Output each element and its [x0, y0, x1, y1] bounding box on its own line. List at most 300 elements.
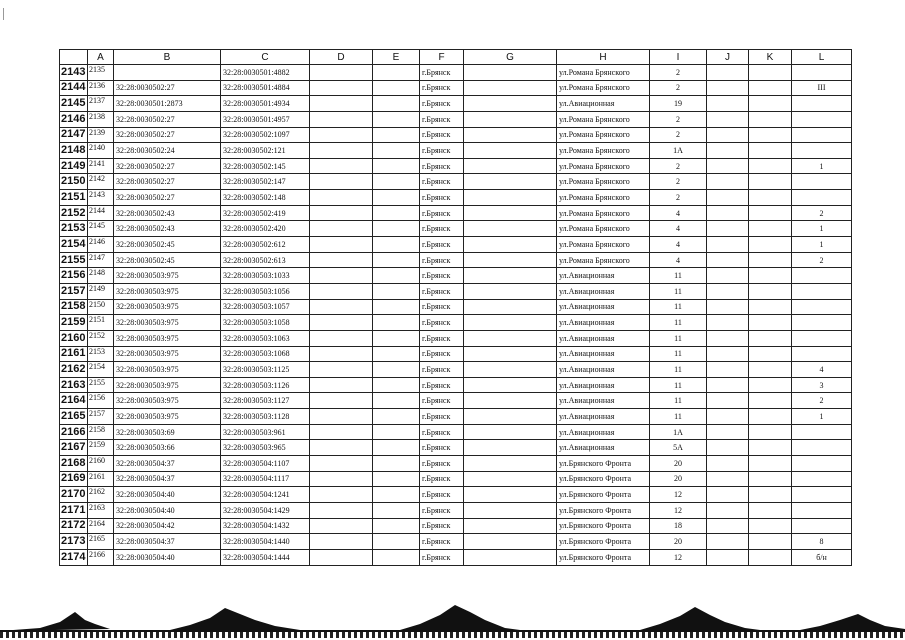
- cell-l: 3: [792, 377, 852, 393]
- cell-i: 19: [650, 96, 707, 112]
- cell-c: 32:28:0030502:420: [221, 221, 310, 237]
- cell-l: [792, 65, 852, 81]
- cell-g: [464, 456, 557, 472]
- cell-d: [310, 456, 373, 472]
- cell-c: 32:28:0030503:1068: [221, 346, 310, 362]
- cell-k: [749, 174, 792, 190]
- cell-a: 2157: [88, 409, 114, 425]
- cell-j: [707, 190, 749, 206]
- cell-j: [707, 174, 749, 190]
- table-row: [60, 65, 852, 81]
- cell-b: 32:28:0030502:45: [114, 237, 221, 253]
- cell-g: [464, 549, 557, 565]
- cell-j: [707, 158, 749, 174]
- table-row: [60, 111, 852, 127]
- cell-k: [749, 518, 792, 534]
- cell-e: [373, 346, 420, 362]
- cell-g: [464, 534, 557, 550]
- cell-d: [310, 237, 373, 253]
- cell-i: 4: [650, 237, 707, 253]
- cell-i: 11: [650, 409, 707, 425]
- cell-k: [749, 299, 792, 315]
- cell-l: [792, 456, 852, 472]
- column-header-k: K: [749, 50, 792, 65]
- cell-i: 11: [650, 268, 707, 284]
- row-number: 2155: [60, 252, 88, 268]
- cell-d: [310, 80, 373, 96]
- cell-f: г.Брянск: [420, 299, 464, 315]
- cell-l: 1: [792, 221, 852, 237]
- cell-j: [707, 502, 749, 518]
- cell-j: [707, 315, 749, 331]
- cell-b: 32:28:0030502:27: [114, 80, 221, 96]
- cell-c: 32:28:0030503:1063: [221, 330, 310, 346]
- cell-l: [792, 283, 852, 299]
- cell-i: 11: [650, 377, 707, 393]
- column-header-j: J: [707, 50, 749, 65]
- cell-h: ул.Авиационная: [557, 424, 650, 440]
- cell-g: [464, 518, 557, 534]
- cell-b: 32:28:0030503:975: [114, 346, 221, 362]
- table-body: [60, 65, 852, 566]
- cell-e: [373, 65, 420, 81]
- cell-h: ул.Авиационная: [557, 330, 650, 346]
- cell-b: 32:28:0030502:27: [114, 158, 221, 174]
- header-corner: [60, 50, 88, 65]
- cell-h: ул.Брянского Фронта: [557, 456, 650, 472]
- cell-i: 20: [650, 534, 707, 550]
- cell-f: г.Брянск: [420, 456, 464, 472]
- cell-d: [310, 330, 373, 346]
- cell-j: [707, 549, 749, 565]
- table-row: [60, 440, 852, 456]
- cell-d: [310, 409, 373, 425]
- cell-c: 32:28:0030502:613: [221, 252, 310, 268]
- row-number: 2174: [60, 549, 88, 565]
- cell-g: [464, 80, 557, 96]
- cell-c: 32:28:0030502:612: [221, 237, 310, 253]
- cell-k: [749, 456, 792, 472]
- cell-d: [310, 424, 373, 440]
- cell-l: III: [792, 80, 852, 96]
- cell-b: 32:28:0030503:975: [114, 330, 221, 346]
- cell-d: [310, 440, 373, 456]
- table-row: [60, 268, 852, 284]
- cell-l: [792, 268, 852, 284]
- table-row: [60, 471, 852, 487]
- cell-e: [373, 502, 420, 518]
- cell-b: 32:28:0030502:27: [114, 190, 221, 206]
- row-number: 2169: [60, 471, 88, 487]
- cell-d: [310, 205, 373, 221]
- cell-c: 32:28:0030504:1444: [221, 549, 310, 565]
- cell-g: [464, 502, 557, 518]
- cell-e: [373, 237, 420, 253]
- cell-g: [464, 143, 557, 159]
- row-number: 2154: [60, 237, 88, 253]
- cell-j: [707, 424, 749, 440]
- cell-a: 2152: [88, 330, 114, 346]
- table-row: [60, 549, 852, 565]
- cell-b: 32:28:0030504:37: [114, 534, 221, 550]
- cell-h: ул.Авиационная: [557, 299, 650, 315]
- cell-j: [707, 362, 749, 378]
- cell-l: [792, 518, 852, 534]
- cell-h: ул.Авиационная: [557, 440, 650, 456]
- cell-a: 2160: [88, 456, 114, 472]
- cell-k: [749, 424, 792, 440]
- cell-i: 2: [650, 111, 707, 127]
- row-number: 2144: [60, 80, 88, 96]
- cell-e: [373, 409, 420, 425]
- cell-b: 32:28:0030503:975: [114, 377, 221, 393]
- cell-l: 1: [792, 237, 852, 253]
- cell-a: 2142: [88, 174, 114, 190]
- cell-l: 4: [792, 362, 852, 378]
- cell-i: 4: [650, 221, 707, 237]
- cell-l: 2: [792, 205, 852, 221]
- cell-e: [373, 158, 420, 174]
- cell-k: [749, 487, 792, 503]
- table-row: [60, 346, 852, 362]
- table-row: [60, 299, 852, 315]
- cell-k: [749, 330, 792, 346]
- cell-e: [373, 518, 420, 534]
- cell-d: [310, 299, 373, 315]
- cell-a: 2143: [88, 190, 114, 206]
- cell-k: [749, 252, 792, 268]
- cell-c: 32:28:0030503:961: [221, 424, 310, 440]
- cell-e: [373, 111, 420, 127]
- cell-c: 32:28:0030504:1241: [221, 487, 310, 503]
- cell-j: [707, 299, 749, 315]
- cell-f: г.Брянск: [420, 283, 464, 299]
- row-number: 2158: [60, 299, 88, 315]
- cell-h: ул.Романа Брянского: [557, 143, 650, 159]
- cell-b: 32:28:0030503:69: [114, 424, 221, 440]
- cell-d: [310, 143, 373, 159]
- cell-b: 32:28:0030503:66: [114, 440, 221, 456]
- row-number: 2145: [60, 96, 88, 112]
- cell-k: [749, 96, 792, 112]
- cell-j: [707, 393, 749, 409]
- cell-a: 2145: [88, 221, 114, 237]
- cell-l: [792, 111, 852, 127]
- cell-d: [310, 174, 373, 190]
- cell-a: 2149: [88, 283, 114, 299]
- cell-i: 4: [650, 252, 707, 268]
- table-row: [60, 143, 852, 159]
- row-number: 2147: [60, 127, 88, 143]
- cell-f: г.Брянск: [420, 143, 464, 159]
- cell-k: [749, 158, 792, 174]
- table-row: [60, 190, 852, 206]
- cell-h: ул.Брянского Фронта: [557, 471, 650, 487]
- cell-i: 12: [650, 487, 707, 503]
- cell-e: [373, 424, 420, 440]
- cell-i: 2: [650, 65, 707, 81]
- cell-f: г.Брянск: [420, 471, 464, 487]
- cell-f: г.Брянск: [420, 346, 464, 362]
- cell-i: 5А: [650, 440, 707, 456]
- table-row: [60, 237, 852, 253]
- cell-l: [792, 440, 852, 456]
- cell-h: ул.Романа Брянского: [557, 158, 650, 174]
- cell-f: г.Брянск: [420, 440, 464, 456]
- cell-f: г.Брянск: [420, 549, 464, 565]
- cell-e: [373, 549, 420, 565]
- cell-c: 32:28:0030504:1117: [221, 471, 310, 487]
- cell-h: ул.Брянского Фронта: [557, 502, 650, 518]
- cell-e: [373, 283, 420, 299]
- cell-b: 32:28:0030502:27: [114, 174, 221, 190]
- cell-l: [792, 299, 852, 315]
- cell-i: 12: [650, 549, 707, 565]
- cell-h: ул.Романа Брянского: [557, 111, 650, 127]
- table-row: [60, 315, 852, 331]
- cell-k: [749, 471, 792, 487]
- cell-g: [464, 283, 557, 299]
- cell-a: 2139: [88, 127, 114, 143]
- cell-j: [707, 127, 749, 143]
- cell-d: [310, 362, 373, 378]
- cell-e: [373, 456, 420, 472]
- cell-d: [310, 549, 373, 565]
- row-number: 2150: [60, 174, 88, 190]
- cell-b: [114, 65, 221, 81]
- cell-j: [707, 65, 749, 81]
- cell-g: [464, 111, 557, 127]
- cell-h: ул.Брянского Фронта: [557, 487, 650, 503]
- cell-i: 11: [650, 330, 707, 346]
- cell-e: [373, 440, 420, 456]
- cell-k: [749, 315, 792, 331]
- cell-e: [373, 299, 420, 315]
- cell-i: 11: [650, 346, 707, 362]
- cell-k: [749, 502, 792, 518]
- cell-a: 2159: [88, 440, 114, 456]
- cell-b: 32:28:0030502:45: [114, 252, 221, 268]
- cell-j: [707, 221, 749, 237]
- column-header-c: C: [221, 50, 310, 65]
- cell-c: 32:28:0030501:4882: [221, 65, 310, 81]
- cell-i: 18: [650, 518, 707, 534]
- cell-h: ул.Авиационная: [557, 315, 650, 331]
- cell-e: [373, 252, 420, 268]
- cell-d: [310, 127, 373, 143]
- cell-e: [373, 268, 420, 284]
- cell-j: [707, 534, 749, 550]
- cell-g: [464, 127, 557, 143]
- cell-e: [373, 393, 420, 409]
- cell-b: 32:28:0030503:975: [114, 283, 221, 299]
- cell-a: 2148: [88, 268, 114, 284]
- cell-b: 32:28:0030503:975: [114, 299, 221, 315]
- cell-e: [373, 471, 420, 487]
- row-number: 2152: [60, 205, 88, 221]
- cell-f: г.Брянск: [420, 96, 464, 112]
- cell-a: 2135: [88, 65, 114, 81]
- row-number: 2166: [60, 424, 88, 440]
- cell-k: [749, 283, 792, 299]
- row-number: 2159: [60, 315, 88, 331]
- cell-j: [707, 440, 749, 456]
- cell-f: г.Брянск: [420, 80, 464, 96]
- table-row: [60, 127, 852, 143]
- cell-c: 32:28:0030502:148: [221, 190, 310, 206]
- cell-a: 2141: [88, 158, 114, 174]
- cell-b: 32:28:0030504:40: [114, 487, 221, 503]
- cell-h: ул.Авиационная: [557, 409, 650, 425]
- cell-h: ул.Романа Брянского: [557, 252, 650, 268]
- cell-a: 2165: [88, 534, 114, 550]
- row-number: 2167: [60, 440, 88, 456]
- cell-j: [707, 471, 749, 487]
- cell-f: г.Брянск: [420, 268, 464, 284]
- cell-g: [464, 330, 557, 346]
- cell-l: 2: [792, 252, 852, 268]
- cell-d: [310, 158, 373, 174]
- cell-l: 1: [792, 409, 852, 425]
- row-number: 2173: [60, 534, 88, 550]
- cell-b: 32:28:0030503:975: [114, 315, 221, 331]
- cell-h: ул.Авиационная: [557, 96, 650, 112]
- cell-b: 32:28:0030503:975: [114, 268, 221, 284]
- cell-a: 2162: [88, 487, 114, 503]
- cell-c: 32:28:0030504:1429: [221, 502, 310, 518]
- cell-d: [310, 487, 373, 503]
- row-number: 2146: [60, 111, 88, 127]
- cell-h: ул.Брянского Фронта: [557, 534, 650, 550]
- cell-i: 11: [650, 283, 707, 299]
- cell-a: 2144: [88, 205, 114, 221]
- cell-e: [373, 487, 420, 503]
- cell-f: г.Брянск: [420, 221, 464, 237]
- table-row: [60, 330, 852, 346]
- cell-d: [310, 96, 373, 112]
- cell-f: г.Брянск: [420, 393, 464, 409]
- cell-d: [310, 534, 373, 550]
- cell-l: [792, 127, 852, 143]
- cell-k: [749, 80, 792, 96]
- cell-d: [310, 393, 373, 409]
- table-row: [60, 80, 852, 96]
- column-header-i: I: [650, 50, 707, 65]
- cell-b: 32:28:0030503:975: [114, 393, 221, 409]
- cell-h: ул.Авиационная: [557, 283, 650, 299]
- table-row: [60, 362, 852, 378]
- cell-h: ул.Авиационная: [557, 268, 650, 284]
- cell-a: 2147: [88, 252, 114, 268]
- column-header-a: A: [88, 50, 114, 65]
- column-header-d: D: [310, 50, 373, 65]
- table-row: [60, 487, 852, 503]
- row-number: 2151: [60, 190, 88, 206]
- cell-k: [749, 440, 792, 456]
- row-number: 2163: [60, 377, 88, 393]
- cell-e: [373, 205, 420, 221]
- cell-f: г.Брянск: [420, 252, 464, 268]
- cell-c: 32:28:0030503:1127: [221, 393, 310, 409]
- table-row: [60, 377, 852, 393]
- cell-j: [707, 252, 749, 268]
- cell-e: [373, 127, 420, 143]
- cell-c: 32:28:0030503:965: [221, 440, 310, 456]
- cell-e: [373, 174, 420, 190]
- cell-h: ул.Романа Брянского: [557, 65, 650, 81]
- cell-c: 32:28:0030502:121: [221, 143, 310, 159]
- cell-g: [464, 487, 557, 503]
- cell-f: г.Брянск: [420, 409, 464, 425]
- cell-i: 4: [650, 205, 707, 221]
- cell-j: [707, 96, 749, 112]
- cell-i: 11: [650, 393, 707, 409]
- cell-g: [464, 237, 557, 253]
- cell-b: 32:28:0030503:975: [114, 409, 221, 425]
- cell-i: 2: [650, 80, 707, 96]
- cell-b: 32:28:0030502:27: [114, 111, 221, 127]
- cell-g: [464, 424, 557, 440]
- cell-k: [749, 268, 792, 284]
- cell-g: [464, 205, 557, 221]
- cell-l: [792, 330, 852, 346]
- cell-a: 2161: [88, 471, 114, 487]
- cell-f: г.Брянск: [420, 377, 464, 393]
- cell-d: [310, 252, 373, 268]
- cell-j: [707, 111, 749, 127]
- cell-f: г.Брянск: [420, 205, 464, 221]
- cell-k: [749, 205, 792, 221]
- cell-g: [464, 158, 557, 174]
- cell-d: [310, 111, 373, 127]
- cell-a: 2154: [88, 362, 114, 378]
- cell-g: [464, 393, 557, 409]
- cell-a: 2146: [88, 237, 114, 253]
- cell-d: [310, 268, 373, 284]
- cell-k: [749, 377, 792, 393]
- cell-i: 1А: [650, 143, 707, 159]
- cell-a: 2151: [88, 315, 114, 331]
- cell-f: г.Брянск: [420, 190, 464, 206]
- cell-d: [310, 377, 373, 393]
- column-header-f: F: [420, 50, 464, 65]
- column-header-l: L: [792, 50, 852, 65]
- cell-e: [373, 80, 420, 96]
- cell-g: [464, 190, 557, 206]
- cell-k: [749, 549, 792, 565]
- cell-f: г.Брянск: [420, 237, 464, 253]
- cell-h: ул.Романа Брянского: [557, 237, 650, 253]
- cell-k: [749, 393, 792, 409]
- cell-c: 32:28:0030504:1440: [221, 534, 310, 550]
- cell-f: г.Брянск: [420, 158, 464, 174]
- cell-l: 1: [792, 158, 852, 174]
- cell-a: 2153: [88, 346, 114, 362]
- table-row: [60, 205, 852, 221]
- cell-e: [373, 315, 420, 331]
- cell-b: 32:28:0030504:40: [114, 549, 221, 565]
- cell-h: ул.Авиационная: [557, 377, 650, 393]
- cell-c: 32:28:0030501:4934: [221, 96, 310, 112]
- cell-i: 20: [650, 456, 707, 472]
- cell-k: [749, 534, 792, 550]
- cell-k: [749, 111, 792, 127]
- cell-f: г.Брянск: [420, 330, 464, 346]
- cell-c: 32:28:0030503:1125: [221, 362, 310, 378]
- cell-k: [749, 65, 792, 81]
- cell-b: 32:28:0030501:2873: [114, 96, 221, 112]
- cell-h: ул.Авиационная: [557, 362, 650, 378]
